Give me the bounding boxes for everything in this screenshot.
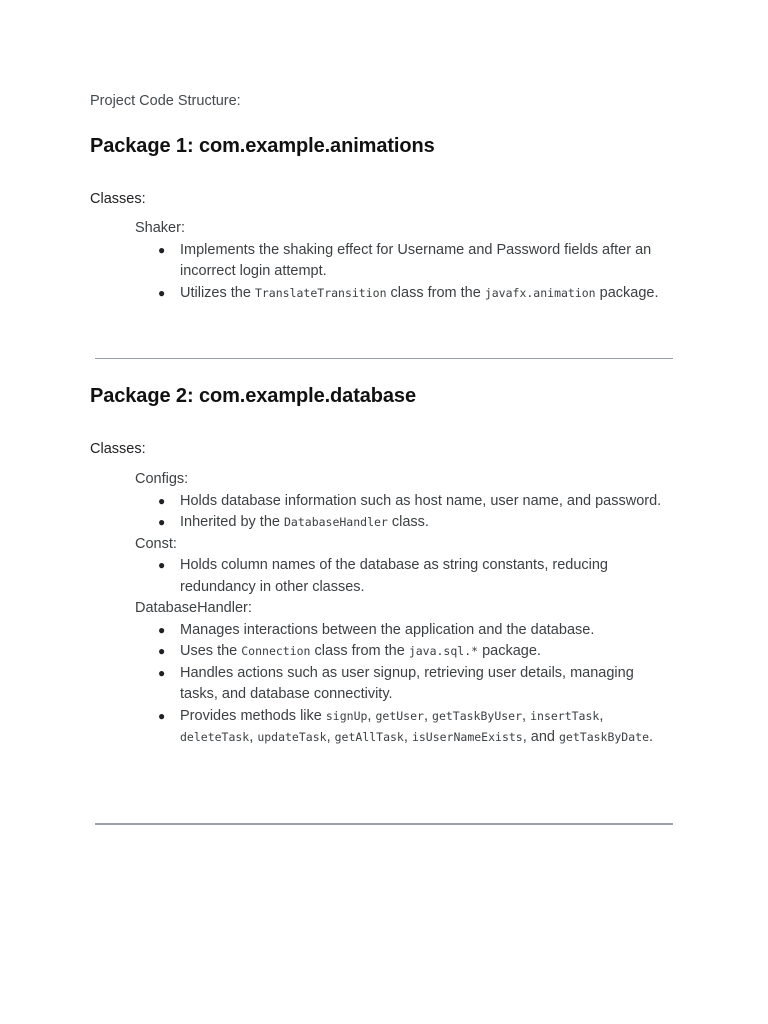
bullet-dot-icon: ● — [158, 493, 166, 508]
package-1-heading: Package 1: com.example.animations — [90, 135, 435, 157]
inline-code: updateTask — [257, 730, 327, 744]
bullet-text: class from the — [310, 643, 409, 659]
bullet-text: , and — [522, 729, 559, 745]
inline-code: getTaskByDate — [559, 730, 650, 744]
inline-code: java.sql.* — [408, 644, 479, 658]
bullet-text: class from the — [386, 284, 485, 301]
bullet-item — [158, 620, 675, 642]
inline-code: DatabaseHandler — [284, 515, 388, 529]
bullet-text: , — [403, 729, 412, 745]
class-name-shaker: Shaker: — [135, 220, 185, 236]
bullet-text: Implements the shaking effect for Username and Password fields after an incorrect login attempt. — [180, 241, 652, 279]
bullet-item — [158, 641, 675, 663]
intro-text: Project Code Structure: — [90, 93, 241, 109]
class-bullets — [135, 620, 675, 749]
inline-code: javafx.animation — [484, 285, 596, 300]
bullet-text: , — [423, 707, 433, 724]
package-2-classes-label: Classes: — [90, 441, 146, 457]
bullet-text: , — [522, 707, 531, 724]
class-name-const: Const: — [135, 535, 177, 552]
inline-code: signUp — [325, 708, 368, 723]
bullet-text: class. — [387, 514, 429, 530]
bullet-text: Manages interactions between the application and the database. — [180, 621, 595, 638]
bullet-text: , — [326, 729, 335, 745]
bullet-text: , — [599, 707, 604, 724]
package-2-class-list — [135, 469, 675, 749]
bullet-dot-icon: ● — [158, 242, 166, 257]
bullet-text: Utilizes the — [180, 284, 255, 301]
bullet-text: package. — [478, 643, 541, 659]
bullet-dot-icon: ● — [158, 708, 166, 723]
bullet-text: package. — [595, 284, 659, 301]
inline-code: getTaskByUser — [432, 708, 523, 723]
inline-code: getAllTask — [334, 730, 404, 744]
divider — [95, 358, 673, 359]
bullet-dot-icon: ● — [158, 644, 166, 658]
bullet-dot-icon: ● — [158, 285, 166, 300]
inline-code: TranslateTransition — [254, 285, 387, 300]
inline-code: insertTask — [530, 708, 600, 723]
bullet-dot-icon: ● — [158, 622, 166, 637]
bullet-dot-icon: ● — [158, 665, 166, 680]
bullet-item — [158, 512, 675, 534]
inline-code: Connection — [241, 644, 311, 658]
class-name-configs: Configs: — [135, 471, 189, 487]
bullet-text: Holds database information such as host name, user name, and password. — [180, 492, 662, 509]
class-bullets — [135, 240, 675, 305]
bullet-item — [158, 283, 675, 305]
class-bullets — [135, 491, 675, 534]
package-2-heading: Package 2: com.example.database — [90, 385, 416, 407]
bullet-text: . — [649, 729, 654, 745]
bullet-text: Holds column names of the database as string constants, reducing redundancy in other classes. — [180, 557, 608, 595]
bullet-text: , — [367, 707, 376, 724]
bullet-text: Uses the — [180, 643, 242, 659]
class-bullets — [135, 555, 675, 598]
bullet-item — [158, 663, 675, 706]
inline-code: getUser — [375, 708, 424, 723]
bullet-item — [158, 706, 675, 749]
inline-code: deleteTask — [180, 730, 250, 744]
bullet-text: Inherited by the — [180, 514, 284, 530]
bullet-dot-icon: ● — [158, 558, 166, 572]
bullet-text: Provides methods like — [180, 707, 326, 724]
package-1-classes-label: Classes: — [90, 191, 146, 207]
divider — [95, 823, 673, 825]
bullet-dot-icon: ● — [158, 515, 166, 529]
bullet-item — [158, 491, 675, 513]
bullet-text: , — [249, 729, 258, 745]
bullet-item — [158, 240, 675, 283]
bullet-item — [158, 555, 675, 598]
inline-code: isUserNameExists — [411, 730, 523, 744]
class-name-databasehandler: DatabaseHandler: — [135, 600, 252, 616]
package-1-class-list — [135, 218, 675, 304]
bullet-text: Handles actions such as user signup, retrieving user details, managing tasks, and database connectivity. — [180, 664, 634, 702]
